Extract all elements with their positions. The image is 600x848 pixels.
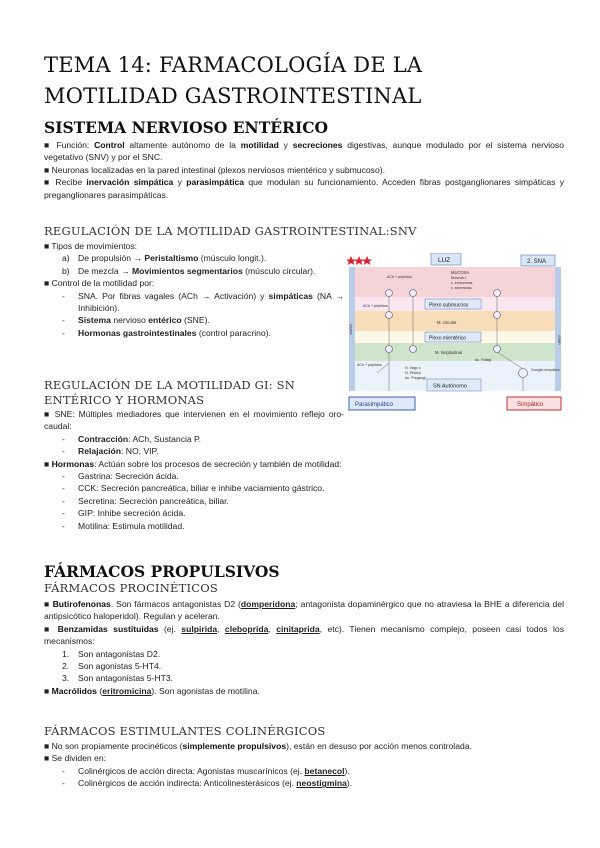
heading-snv: REGULACIÓN DE LA MOTILIDAD GASTROINTESTINAL:SNV bbox=[44, 224, 417, 238]
list-item bbox=[44, 672, 564, 684]
col-list bbox=[44, 765, 564, 790]
list-item bbox=[44, 445, 564, 457]
list-item bbox=[44, 252, 344, 264]
heading-sne: SISTEMA NERVIOSO ENTÉRICO bbox=[44, 118, 329, 137]
ganglion-icon bbox=[519, 369, 528, 378]
sne-recibe bbox=[44, 176, 564, 201]
list-marker: a) bbox=[62, 253, 70, 264]
list-marker: - bbox=[62, 446, 65, 457]
label-postganglionar: Ac. Postgl. bbox=[475, 358, 493, 362]
sne-funcion bbox=[44, 139, 564, 164]
list-marker: - bbox=[62, 433, 65, 444]
text: Colinérgicos de acción directa: Agonistas muscarínicos (ej. bbox=[78, 765, 305, 776]
list-marker: 1. bbox=[62, 648, 70, 659]
list-item bbox=[44, 660, 564, 672]
drug-name: neostigmina bbox=[296, 778, 347, 789]
text: ( bbox=[96, 685, 103, 696]
list-marker: - bbox=[62, 327, 65, 338]
snv-tipos: ■ Tipos de movimientos: bbox=[44, 241, 138, 251]
list-item bbox=[44, 290, 344, 315]
snv-body bbox=[44, 240, 344, 339]
list-marker: - bbox=[62, 495, 65, 506]
text: (músculo longit.). bbox=[198, 253, 267, 264]
text: y bbox=[278, 140, 293, 150]
text: : Actúan sobre los procesos de secreción y también de motilidad: bbox=[94, 458, 342, 469]
text: ■ bbox=[44, 685, 52, 696]
text-bold: Macrólidos bbox=[51, 685, 97, 696]
text: : NO, VIP. bbox=[121, 446, 159, 457]
gi-hormonas bbox=[44, 458, 564, 470]
text: Son antagonistas 5-HT3. bbox=[78, 673, 174, 684]
label-ach-peptidos-low: ACh + péptidos bbox=[357, 363, 382, 367]
list-marker: 2. bbox=[62, 661, 70, 672]
page bbox=[44, 50, 565, 789]
list-item bbox=[44, 520, 564, 532]
text: y bbox=[173, 177, 187, 188]
list-item bbox=[44, 314, 344, 326]
text-bold: Sistema bbox=[78, 315, 111, 326]
side-bar-simp bbox=[555, 267, 561, 391]
gi-sne: ■ SNE: Múltiples mediadores que intervienen en el movimiento reflejo oro-caudal: bbox=[44, 409, 344, 432]
label-parasimpatico: Parasimpático bbox=[355, 402, 394, 408]
list-item bbox=[44, 495, 564, 507]
text-bold: Hormonas bbox=[51, 458, 95, 469]
list-item bbox=[44, 265, 344, 277]
label-preganglionar: Ac. Pregangl. bbox=[405, 376, 427, 380]
label-mucosa: MUCOSA bbox=[451, 270, 470, 275]
neuron-icon bbox=[494, 290, 501, 297]
list-item bbox=[44, 507, 564, 519]
list-marker: - bbox=[62, 508, 65, 519]
text: ), están en desuso por acción menos controlada. bbox=[286, 741, 472, 751]
text-bold: secreciones bbox=[292, 140, 343, 150]
text-bold: parasimpática bbox=[186, 177, 245, 188]
text: Gastrina: Secreción ácida. bbox=[78, 471, 179, 482]
text: , bbox=[268, 623, 277, 634]
section-sne bbox=[44, 118, 564, 201]
label-n-vago: N. Vago o bbox=[405, 366, 421, 370]
list-marker: b) bbox=[62, 265, 70, 276]
text: : ACh, Sustancia P. bbox=[128, 433, 202, 444]
label-ganglio: Ganglio simpático bbox=[531, 368, 560, 372]
text-bold: Peristaltismo bbox=[144, 253, 199, 264]
text: (músculo circular). bbox=[242, 265, 316, 276]
label-sn-autonomo: SN Autónomo bbox=[433, 383, 467, 390]
text: (control paracrino). bbox=[196, 327, 271, 338]
text-bold: Hormonas gastrointestinales bbox=[78, 327, 197, 338]
heading-gi-2: ENTÉRICO Y HORMONAS bbox=[44, 393, 205, 407]
list-marker: - bbox=[62, 778, 65, 789]
neuron-icon bbox=[410, 290, 417, 297]
prop-macrolidos bbox=[44, 685, 564, 697]
text-bold: Movimientos segmentarios bbox=[131, 265, 243, 276]
label-vago: VAGO bbox=[348, 323, 353, 335]
neuron-icon bbox=[386, 290, 393, 297]
text: que modulan su funcionamiento. Acceden fibras postganglionares simpáticas y preganglionares parasimpáticas. bbox=[44, 177, 564, 200]
text: CCK: Secreción pancreática, biliar e inhibe vaciamiento gástrico. bbox=[78, 483, 325, 494]
text: (NA → Inhibición). bbox=[78, 290, 344, 314]
list-marker: - bbox=[62, 290, 65, 301]
sne-neuronas: ■ Neuronas localizadas en la pared intestinal (plexos nerviosos mientérico y submucoso). bbox=[44, 164, 385, 175]
label-ach-peptidos-top: ACh + péptidos bbox=[387, 275, 412, 279]
list-marker: - bbox=[62, 471, 65, 482]
text: ; antagonista dopaminérgico que no atraviesa la BHE a diferencia del antipsicótico haloperidol). Regulan y aceleran. bbox=[44, 599, 564, 622]
col-l1 bbox=[44, 740, 564, 752]
label-n-pelvico: N. Pélvico bbox=[405, 371, 422, 375]
text-bold: motilidad bbox=[240, 140, 279, 150]
prop-butirofenonas bbox=[44, 598, 564, 623]
label-sna: 2. SNA bbox=[527, 259, 547, 265]
text-bold: Relajación bbox=[78, 446, 121, 457]
heading-procineticos: FÁRMACOS PROCINÉTICOS bbox=[44, 581, 218, 595]
list-item bbox=[44, 777, 564, 789]
label-secretoras: c. secretoras bbox=[451, 286, 472, 290]
list-marker: - bbox=[62, 520, 65, 531]
text: ). Son agonistas de motilina. bbox=[151, 685, 260, 696]
list-item bbox=[44, 433, 564, 445]
section-colinergicos bbox=[44, 724, 564, 790]
heading-gi-1: REGULACIÓN DE LA MOTILIDAD GI: SN bbox=[44, 378, 296, 392]
text: ■ Recibe bbox=[44, 177, 87, 188]
text: Secretina: Secreción pancreática, biliar. bbox=[78, 495, 229, 506]
neuron-icon bbox=[494, 312, 501, 319]
text-bold: simplemente propulsivos bbox=[182, 741, 287, 751]
text: ■ bbox=[44, 623, 58, 634]
text-bold: Contracción bbox=[78, 433, 129, 444]
snv-control: ■ Control de la motilidad por: bbox=[44, 278, 155, 289]
text-bold: inervación simpática bbox=[86, 177, 174, 188]
text: nervioso bbox=[110, 315, 149, 326]
label-plexo-submucoso: Plexo submucoso bbox=[429, 302, 469, 309]
list-item bbox=[44, 327, 344, 339]
text: digestivas, aunque modulado por el sistema nervioso vegetativo (SNV) y por el SNC. bbox=[44, 140, 565, 163]
text: Motilina: Estimula motilidad. bbox=[78, 520, 185, 531]
list-marker: - bbox=[62, 765, 65, 776]
gi-hormonas-list bbox=[44, 470, 564, 532]
text: , etc). Tienen mecanismo complejo, poseen casi todos los mecanismos: bbox=[44, 623, 564, 647]
heading-propulsivos: FÁRMACOS PROPULSIVOS bbox=[44, 562, 280, 581]
label-simp-side: SIMP. bbox=[557, 335, 562, 346]
text: Son antagonistas D2. bbox=[78, 648, 161, 659]
gi-sne-list bbox=[44, 433, 564, 458]
page-title-line2: MOTILIDAD GASTROINTESTINAL bbox=[44, 84, 422, 108]
heading-colinergicos: FÁRMACOS ESTIMULANTES COLINÉRGICOS bbox=[44, 724, 326, 738]
label-plexo-mienterico: Plexo mientérico bbox=[429, 335, 466, 342]
list-marker: 3. bbox=[62, 673, 70, 684]
neuron-icon bbox=[410, 346, 417, 353]
text-bold: simpáticas bbox=[268, 290, 313, 301]
snv-tipos-list bbox=[44, 252, 344, 277]
drug-name: cinitaprida bbox=[276, 623, 320, 634]
label-simpatico: Simpático bbox=[517, 402, 544, 408]
drug-name: eritromicina bbox=[102, 685, 152, 696]
text: De mezcla → bbox=[78, 265, 132, 276]
list-item bbox=[44, 482, 564, 494]
neuron-icon bbox=[386, 346, 393, 353]
list-item bbox=[44, 470, 564, 482]
text: ). bbox=[346, 778, 353, 789]
text: (ej. bbox=[158, 623, 182, 634]
label-luz: LUZ bbox=[438, 257, 451, 264]
text: Son agonistas 5-HT4. bbox=[78, 661, 162, 672]
text: (SNE). bbox=[181, 315, 210, 326]
neuron-icon bbox=[494, 346, 501, 353]
neuron-icon bbox=[386, 312, 393, 319]
text: ■ bbox=[44, 458, 52, 469]
page-title-line1: TEMA 14: FARMACOLOGÍA DE LA bbox=[44, 53, 423, 77]
drug-name: sulpirida bbox=[181, 623, 218, 634]
label-musculo: Músculo l. bbox=[451, 276, 468, 280]
prop-benzamidas bbox=[44, 623, 564, 648]
text: altamente autónomo de la bbox=[124, 140, 241, 150]
text: De propulsión → bbox=[78, 253, 145, 264]
label-ach-peptidos-mid: ACh + péptidos bbox=[363, 304, 388, 308]
drug-name: domperidona bbox=[240, 599, 296, 609]
text: SNA. Por fibras vagales (ACh → Activación) y bbox=[78, 290, 269, 301]
text-bold: entérico bbox=[148, 315, 182, 326]
col-l2: ■ Se dividen en: bbox=[44, 753, 107, 764]
label-endocrinas: c. endocrinas bbox=[451, 281, 473, 285]
text: ■ bbox=[44, 599, 53, 609]
section-propulsivos bbox=[44, 562, 564, 697]
label-m-longitudinal: M. longitudinal bbox=[435, 350, 463, 355]
label-m-circular: M. circular bbox=[437, 320, 457, 325]
drug-name: cleboprida bbox=[224, 623, 269, 634]
drug-name: betanecol bbox=[304, 765, 345, 776]
list-item bbox=[44, 648, 564, 660]
text: ). bbox=[344, 765, 350, 776]
list-marker: - bbox=[62, 483, 65, 494]
text-bold: Control bbox=[94, 140, 125, 150]
prop-mecanismos-list bbox=[44, 648, 564, 685]
text-bold: Benzamidas sustituidas bbox=[57, 623, 159, 634]
text-bold: Butirofenonas bbox=[52, 599, 111, 609]
gi-innervation-diagram bbox=[347, 253, 565, 413]
list-marker: - bbox=[62, 315, 65, 326]
text: ■ Función: bbox=[44, 140, 95, 150]
text: . Son fármacos antagonistas D2 ( bbox=[110, 599, 241, 609]
text: , bbox=[217, 623, 225, 634]
text: GIP: Inhibe secreción ácida. bbox=[78, 508, 186, 519]
text: ■ No son propiamente procinéticos ( bbox=[44, 741, 183, 751]
snv-control-list bbox=[44, 290, 344, 340]
list-item bbox=[44, 765, 564, 777]
text: Colinérgicos de acción indirecta: Anticolinesterásicos (ej. bbox=[78, 778, 297, 789]
